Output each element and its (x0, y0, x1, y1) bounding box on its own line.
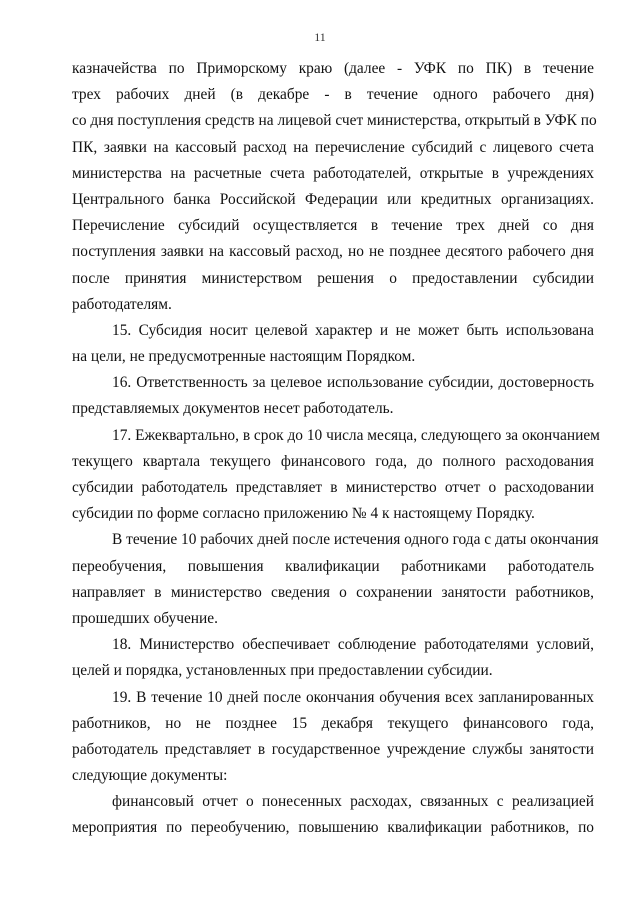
text-line: финансовый отчет о понесенных расходах, связанных с реализацией (112, 793, 594, 811)
text-line: субсидии работодатель представляет в министерство отчет о расходовании (72, 479, 594, 496)
text-line: В течение 10 рабочих дней после истечения одного года с даты окончания (112, 531, 599, 549)
paragraph (72, 789, 594, 841)
text-line: следующие документы: (72, 767, 228, 785)
paragraph (72, 632, 594, 684)
text-line: 15. Субсидия носит целевой характер и не может быть использована (112, 321, 594, 339)
text-line: 16. Ответственность за целевое использование субсидии, достоверность (112, 374, 594, 392)
document-body (72, 56, 600, 842)
text-line: работодатель представляет в государственное учреждение службы занятости (72, 740, 594, 758)
paragraph (72, 527, 599, 632)
text-line: на цели, не предусмотренные настоящим Порядком. (72, 348, 416, 366)
paragraph (72, 685, 594, 790)
text-line: прошедших обучение. (72, 609, 218, 627)
text-line: переобучения, повышения квалификации работниками работодатель (72, 557, 594, 575)
text-line: ПК, заявки на кассовый расход на перечисление субсидий с лицевого счета (72, 138, 594, 156)
text-line: работодателям. (72, 295, 172, 313)
text-line: субсидии по форме согласно приложению № 4 к настоящему Порядку. (72, 505, 535, 523)
paragraph (72, 370, 594, 422)
paragraph (72, 56, 597, 318)
text-line: работников, но не позднее 15 декабря текущего финансового года, (72, 714, 594, 732)
text-line: министерства на расчетные счета работодателей, открытые в учреждениях (72, 164, 594, 182)
text-line: трех рабочих дней (в декабре - в течение одного рабочего дня) (72, 86, 594, 104)
page-number: 11 (314, 30, 326, 44)
text-line: представляемых документов несет работодатель. (72, 400, 394, 418)
text-line: мероприятия по переобучению, повышению квалификации работников, по (72, 819, 594, 837)
text-line: целей и порядка, установленных при предоставлении субсидии. (72, 662, 493, 680)
text-line: текущего квартала текущего финансового года, до полного расходования (72, 452, 594, 470)
text-line: после принятия министерством решения о предоставлении субсидии (72, 269, 594, 287)
text-line: 17. Ежеквартально, в срок до 10 числа месяца, следующего за окончанием (112, 426, 600, 444)
text-line: со дня поступления средств на лицевой счет министерства, открытый в УФК по (72, 112, 597, 130)
text-line: Центрального банка Российской Федерации или кредитных организациях. (72, 190, 594, 208)
text-line: 19. В течение 10 дней после окончания обучения всех запланированных (112, 688, 594, 706)
text-line: поступления заявки на кассовый расход, но не позднее десятого рабочего дня (72, 243, 594, 261)
paragraph (72, 423, 600, 528)
text-line: Перечисление субсидий осуществляется в течение трех дней со дня (72, 217, 594, 235)
text-line: направляет в министерство сведения о сохранении занятости работников, (72, 583, 594, 601)
paragraph (72, 318, 594, 370)
text-line: казначейства по Приморскому краю (далее - УФК по ПК) в течение (72, 60, 594, 77)
text-line: 18. Министерство обеспечивает соблюдение работодателями условий, (112, 636, 594, 654)
